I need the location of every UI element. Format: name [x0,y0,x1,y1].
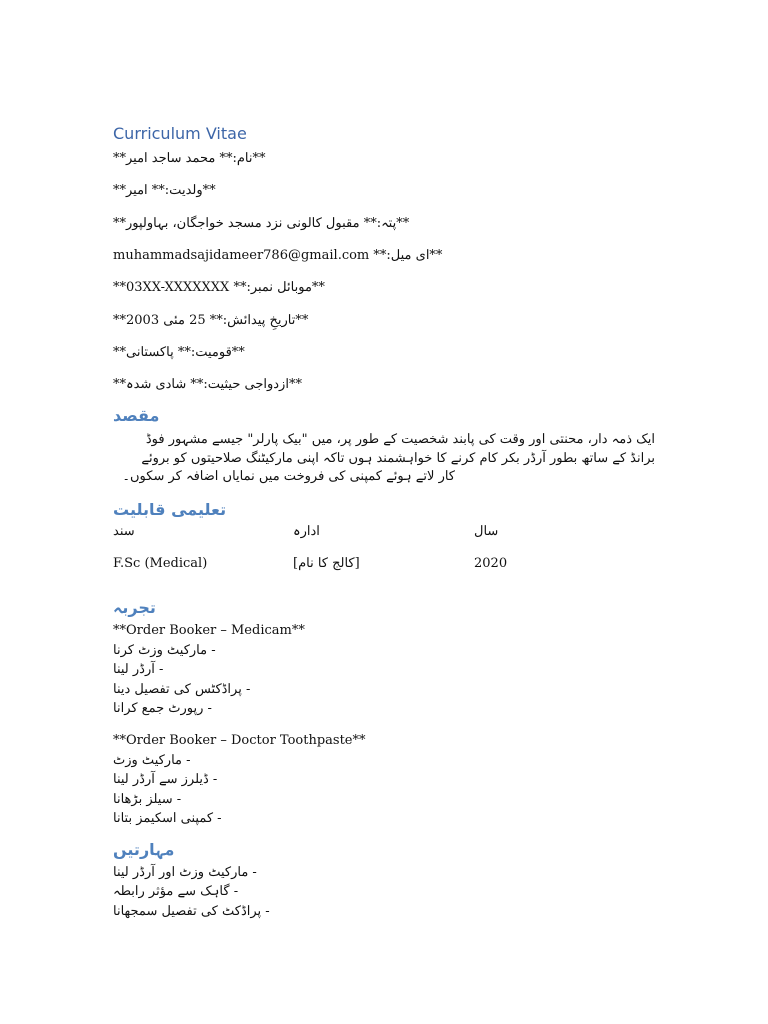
skills-heading: مہارتیں [113,840,175,859]
job-duty: - کمپنی اسکیمز بتانا [113,811,222,826]
field-email: **ای میل:** muhammadsajidameer786@gmail.com [113,248,443,263]
job-duty: - مارکیٹ وزٹ کرنا [113,643,216,658]
objective-heading: مقصد [113,406,160,425]
objective-line-2: برانڈ کے ساتھ بطور آرڈر بکر کام کرنے کا خواہشمند ہوں تاکہ اپنی مارکیٹنگ صلاحیتوں کو بروئے [141,451,655,466]
document-title: Curriculum Vitae [113,124,247,143]
field-marital-status: **ازدواجی حیثیت:** شادی شدہ** [113,377,302,392]
skill-item: - گاہک سے مؤثر رابطہ [113,884,239,899]
field-nationality: **قومیت:** پاکستانی** [113,345,245,360]
job-duty: - آرڈر لینا [113,662,164,677]
education-header-institution: ادارہ [293,524,320,539]
objective-line-1: ایک ذمہ دار، محنتی اور وقت کی پابند شخصیت کے طور پر، میں "بیک پارلر" جیسے مشہور فوڈ [145,432,655,447]
objective-line-3: کار لاتے ہوئے کمپنی کی فروخت میں نمایاں اضافہ کر سکوں۔ [122,469,455,484]
experience-heading: تجربہ [113,598,156,617]
education-header-degree: سند [113,524,135,539]
skill-item: - پراڈکٹ کی تفصیل سمجھانا [113,904,270,919]
job-duty: - سیلز بڑھانا [113,792,182,807]
field-mobile: **موبائل نمبر:** 03XX-XXXXXXX** [113,280,325,295]
education-institution: [کالج کا نام] [293,556,360,571]
job-duty: - رپورٹ جمع کرانا [113,701,212,716]
education-degree: F.Sc (Medical) [113,556,208,571]
job-title-doctor-toothpaste: **Order Booker – Doctor Toothpaste** [113,733,366,748]
education-header-year: سال [474,524,499,539]
field-date-of-birth: **تاریخِ پیدائش:** 25 مئی 2003** [113,313,309,328]
field-name: **نام:** محمد ساجد امیر** [113,151,266,166]
job-duty: - مارکیٹ وزٹ [113,753,191,768]
job-title-medicam: **Order Booker – Medicam** [113,623,305,638]
education-heading: تعلیمی قابلیت [113,500,227,519]
job-duty: - پراڈکٹس کی تفصیل دینا [113,682,251,697]
field-address: **پتہ:** مقبول کالونی نزد مسجد خواجگان، بہاولپور** [113,216,410,231]
job-duty: - ڈیلرز سے آرڈر لینا [113,772,218,787]
field-father-name: **ولدیت:** امیر** [113,183,216,198]
skill-item: - مارکیٹ وزٹ اور آرڈر لینا [113,865,257,880]
education-year: 2020 [474,556,508,571]
